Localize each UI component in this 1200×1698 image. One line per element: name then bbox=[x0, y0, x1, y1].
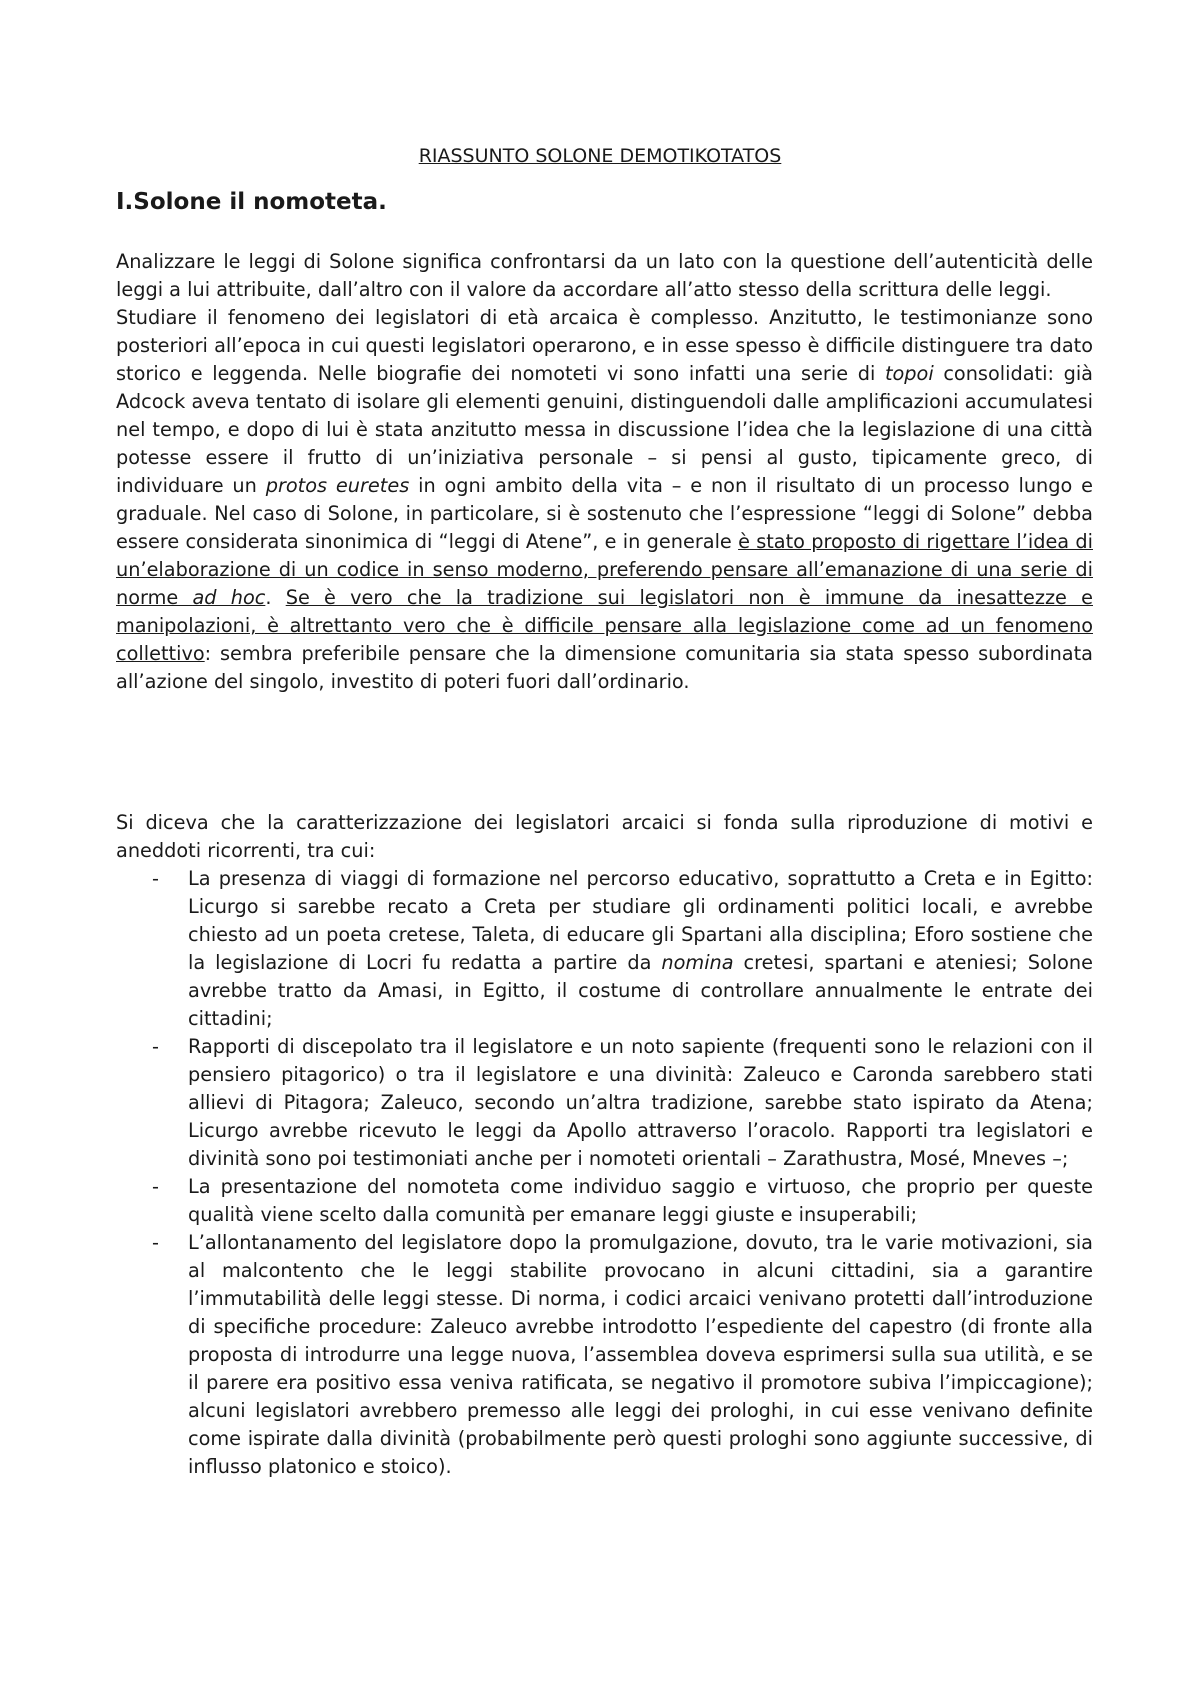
paragraph-2-text-2: consolidati: già Adcock aveva tentato di isolare gli elementi genuini, distinguendoli dalle amplificazioni accumulatesi nel tempo, e dopo di lui è stata anzitutto messa in discussione l’idea che la legislazione di una città potesse essere il frutto di un’iniziativa personale – si pensi al gusto, tipicamente greco, di individuare un bbox=[116, 362, 1094, 497]
list-item-text: L’allontanamento del legislatore dopo la promulgazione, dovuto, tra le varie motivazioni, sia al malcontento che le leggi stabilite provocano in alcuni cittadini, sia a garantire l’immutabilità delle leggi stesse. Di norma, i codici arcaici venivano protetti dall’introduzione di specifiche procedure: Zaleuco avrebbe introdotto l’espediente del capestro (di fronte alla proposta di introdurre una legge nuova, l’assemblea doveva esprimersi sulla sua utilità, e se il parere era positivo essa veniva ratificata, se negativo il promotore subiva l’impiccagione); alcuni legislatori avrebbero premesso alle leggi dei prologhi, in cui esse venivano definite come ispirate dalla divinità (probabilmente però questi prologhi sono aggiunte successive, di influsso platonico e stoico). bbox=[188, 1231, 1093, 1478]
paragraph-1: Analizzare le leggi di Solone significa confrontarsi da un lato con la questione dell’autenticità delle leggi a lui attribuite, dall’altro con il valore da accordare all’atto stesso della scrittura delle leggi. bbox=[116, 250, 1093, 301]
list-item-text-1: La presenza di viaggi di formazione nel percorso educativo, soprattutto a Creta e in Egitto: Licurgo si sarebbe recato a Creta per studiare gli ordinamenti politici locali, e avrebbe chiesto ad un poeta cretese, Taleta, di educare gli Spartani alla disciplina; Eforo sostiene che la legislazione di Locri fu redatta a partire da bbox=[188, 867, 1093, 974]
list-item bbox=[116, 865, 1093, 1033]
list-item-italic-nomina: nomina bbox=[661, 951, 734, 974]
paragraph-2-underlined-1-text: è stato proposto di rigettare l’idea di un’elaborazione di un codice in senso moderno, preferendo pensare all’emanazione di una serie di norme bbox=[116, 530, 1093, 609]
motifs-list bbox=[116, 865, 1093, 1481]
paragraph-2-text-1: Studiare il fenomeno dei legislatori di età arcaica è complesso. Anzitutto, le testimonianze sono posteriori all’epoca in cui questi legislatori operarono, e in esse spesso è difficile distinguere tra dato storico e leggenda. Nelle biografie dei nomoteti vi sono infatti una serie di bbox=[116, 306, 1093, 385]
list-item-text: La presentazione del nomoteta come individuo saggio e virtuoso, che proprio per queste qualità viene scelto dalla comunità per emanare leggi giuste e insuperabili; bbox=[188, 1175, 1093, 1226]
list-item bbox=[116, 1033, 1093, 1173]
paragraph-2-italic-topoi: topoi bbox=[884, 362, 934, 385]
bullet-dash: - bbox=[152, 1231, 159, 1254]
paragraph-2-italic-ad-hoc: ad hoc bbox=[192, 586, 266, 609]
document-title: RIASSUNTO SOLONE DEMOTIKOTATOS bbox=[418, 145, 782, 167]
bullet-dash: - bbox=[152, 867, 159, 890]
paragraph-2-italic-protos-euretes: protos euretes bbox=[265, 474, 410, 497]
paragraph-3: Si diceva che la caratterizzazione dei legislatori arcaici si fonda sulla riproduzione di motivi e aneddoti ricorrenti, tra cui: bbox=[116, 811, 1093, 862]
bullet-dash: - bbox=[152, 1175, 159, 1198]
list-item-text-2: cretesi, spartani e ateniesi; Solone avrebbe tratto da Amasi, in Egitto, il costume di controllare annualmente le entrate dei cittadini; bbox=[188, 951, 1094, 1030]
list-item-text: Rapporti di discepolato tra il legislatore e un noto sapiente (frequenti sono le relazioni con il pensiero pitagorico) o tra il legislatore e una divinità: Zaleuco e Caronda sarebbero stati allievi di Pitagora; Zaleuco, secondo un’altra tradizione, sarebbe stato ispirato da Atena; Licurgo avrebbe ricevuto le leggi da Apollo attraverso l’oracolo. Rapporti tra legislatori e divinità sono poi testimoniati anche per i nomoteti orientali – Zarathustra, Mosé, Mneves –; bbox=[188, 1035, 1093, 1170]
bullet-dash: - bbox=[152, 1035, 159, 1058]
paragraph-2-underlined-2: Se è vero che la tradizione sui legislatori non è immune da inesattezze e manipolazioni, è altrettanto vero che è difficile pensare alla legislazione come ad un fenomeno collettivo bbox=[116, 586, 1093, 665]
paragraph-2-text-3: in ogni ambito della vita – e non il risultato di un processo lungo e graduale. Nel caso di Solone, in particolare, si è sostenuto che l’espressione “leggi di Solone” debba essere considerata sinonimica di “leggi di Atene”, e in generale bbox=[116, 474, 1093, 553]
paragraph-2-text-5: : sembra preferibile pensare che la dimensione comunitaria sia stata spesso subordinata all’azione del singolo, investito di poteri fuori dall’ordinario. bbox=[116, 642, 1093, 693]
section-heading: I.Solone il nomoteta. bbox=[116, 189, 387, 215]
list-item bbox=[116, 1173, 1093, 1229]
paragraph-2 bbox=[116, 304, 1093, 696]
body-block-motifs bbox=[116, 809, 1093, 1481]
body-block-intro bbox=[116, 248, 1093, 696]
list-item bbox=[116, 1229, 1093, 1481]
paragraph-2-text-4: . bbox=[265, 586, 286, 609]
